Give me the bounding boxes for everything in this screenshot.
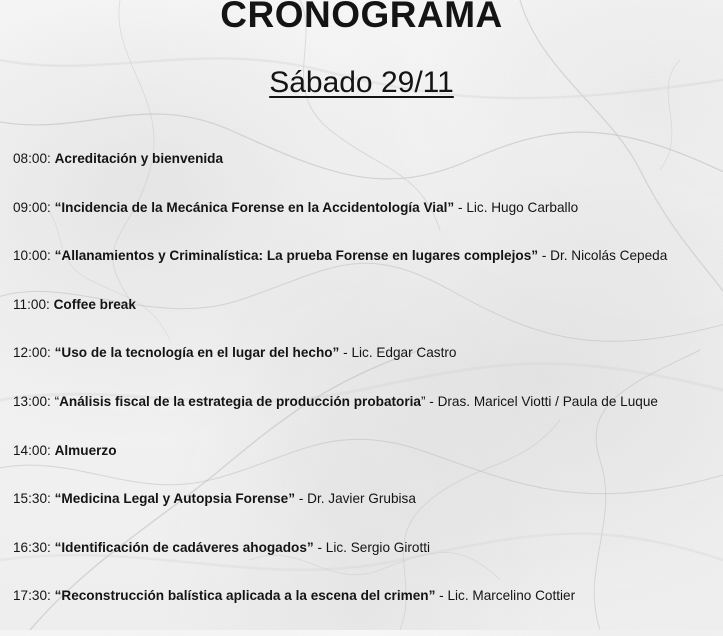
speaker-name: - Dr. Nicolás Cepeda — [538, 248, 668, 264]
schedule-time: 15:30: — [13, 491, 51, 507]
speaker-name: - Lic. Hugo Carballo — [454, 199, 579, 215]
schedule-list — [13, 150, 723, 636]
schedule-time: 12:00: — [13, 345, 51, 361]
activity-title: “Reconstrucción balística aplicada a la escena del crimen” — [54, 588, 436, 604]
schedule-item — [13, 344, 723, 393]
schedule-item — [13, 150, 723, 199]
schedule-item — [13, 247, 723, 296]
schedule-item — [13, 296, 723, 345]
schedule-item — [13, 442, 723, 491]
speaker-name: - Lic. Marcelino Cottier — [435, 588, 576, 604]
activity-title: Coffee break — [53, 296, 136, 312]
activity-title: Análisis fiscal de la estrategia de producción probatoria — [59, 393, 421, 409]
activity-title: Almuerzo — [54, 442, 117, 458]
schedule-time: 16:30: — [13, 539, 51, 555]
schedule-item — [13, 199, 723, 248]
activity-title: “Allanamientos y Criminalística: La prueba Forense en lugares complejos” — [54, 248, 539, 264]
schedule-time: 14:00: — [13, 442, 51, 458]
quote-prefix: “ — [54, 393, 60, 409]
schedule-item — [13, 490, 723, 539]
schedule-item — [13, 539, 723, 588]
schedule-time: 09:00: — [13, 199, 51, 215]
page-title: CRONOGRAMA — [220, 0, 503, 35]
schedule-time: 11:00: — [13, 296, 50, 312]
speaker-name: - Lic. Edgar Castro — [339, 345, 457, 361]
speaker-name: - Lic. Sergio Girotti — [313, 539, 431, 555]
schedule-time: 17:30: — [13, 588, 51, 604]
speaker-name: - Dr. Javier Grubisa — [295, 491, 416, 507]
speaker-name: ” - Dras. Maricel Viotti / Paula de Luque — [420, 393, 658, 409]
schedule-item — [13, 587, 723, 636]
activity-title: “Incidencia de la Mecánica Forense en la Accidentología Vial” — [54, 199, 455, 215]
schedule-time: 13:00: — [13, 393, 51, 409]
activity-title: “Medicina Legal y Autopsia Forense” — [54, 491, 296, 507]
activity-title: Acreditación y bienvenida — [54, 151, 224, 166]
date-heading: Sábado 29/11 — [269, 66, 454, 99]
schedule-time: 10:00: — [13, 248, 51, 264]
schedule-item — [13, 393, 723, 442]
activity-title: “Identificación de cadáveres ahogados” — [54, 539, 314, 555]
activity-title: “Uso de la tecnología en el lugar del hecho” — [54, 345, 340, 361]
schedule-time: 08:00: — [13, 151, 51, 166]
